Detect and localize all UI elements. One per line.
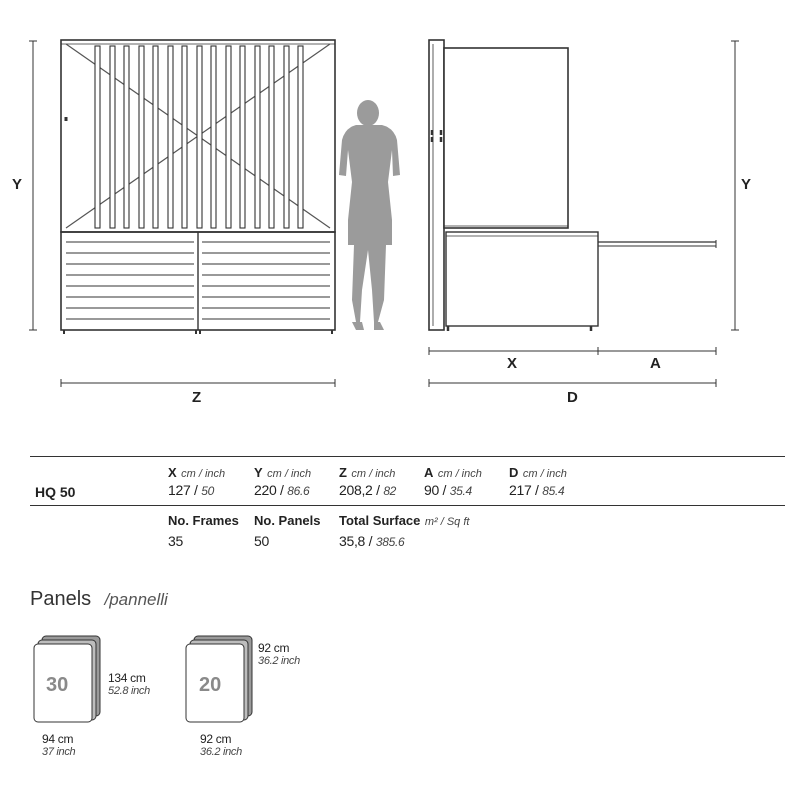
col-d: D cm / inch 217 / 85.4 <box>509 465 567 498</box>
col-a: A cm / inch 90 / 35.4 <box>424 465 482 498</box>
dimension-y-left <box>29 41 37 330</box>
table-top-rule <box>30 456 785 457</box>
dimension-x-a <box>429 347 716 355</box>
col-y: Y cm / inch 220 / 86.6 <box>254 465 312 498</box>
col-z: Z cm / inch 208,2 / 82 <box>339 465 397 498</box>
label-d: D <box>567 389 578 406</box>
panel-30-height: 134 cm 52.8 inch <box>108 671 150 697</box>
panel-30-width: 94 cm 37 inch <box>42 732 76 758</box>
label-x: X <box>507 355 518 372</box>
col-panels: No. Panels 50 <box>254 513 321 549</box>
dimension-z <box>61 379 335 387</box>
label-a: A <box>650 355 661 372</box>
panel-20-height: 92 cm 36.2 inch <box>258 641 300 667</box>
dimension-d <box>429 379 716 387</box>
label-z: Z <box>192 389 202 406</box>
person-silhouette-icon <box>339 100 400 330</box>
panel-count-30: 30 <box>46 674 69 696</box>
col-frames: No. Frames 35 <box>168 513 239 549</box>
panel-count-20: 20 <box>199 674 222 696</box>
label-y-right: Y <box>741 176 752 193</box>
col-x: X cm / inch 127 / 50 <box>168 465 226 498</box>
front-view <box>61 40 335 334</box>
panel-20-width: 92 cm 36.2 inch <box>200 732 242 758</box>
col-surface: Total Surface m² / Sq ft 35,8 / 385.6 <box>339 513 470 549</box>
panels-heading: Panels /pannelli <box>30 588 168 610</box>
label-y-left: Y <box>12 176 23 193</box>
side-view <box>429 40 716 331</box>
model-name: HQ 50 <box>35 484 76 500</box>
table-mid-rule <box>30 505 785 506</box>
dimension-y-right <box>731 41 739 330</box>
